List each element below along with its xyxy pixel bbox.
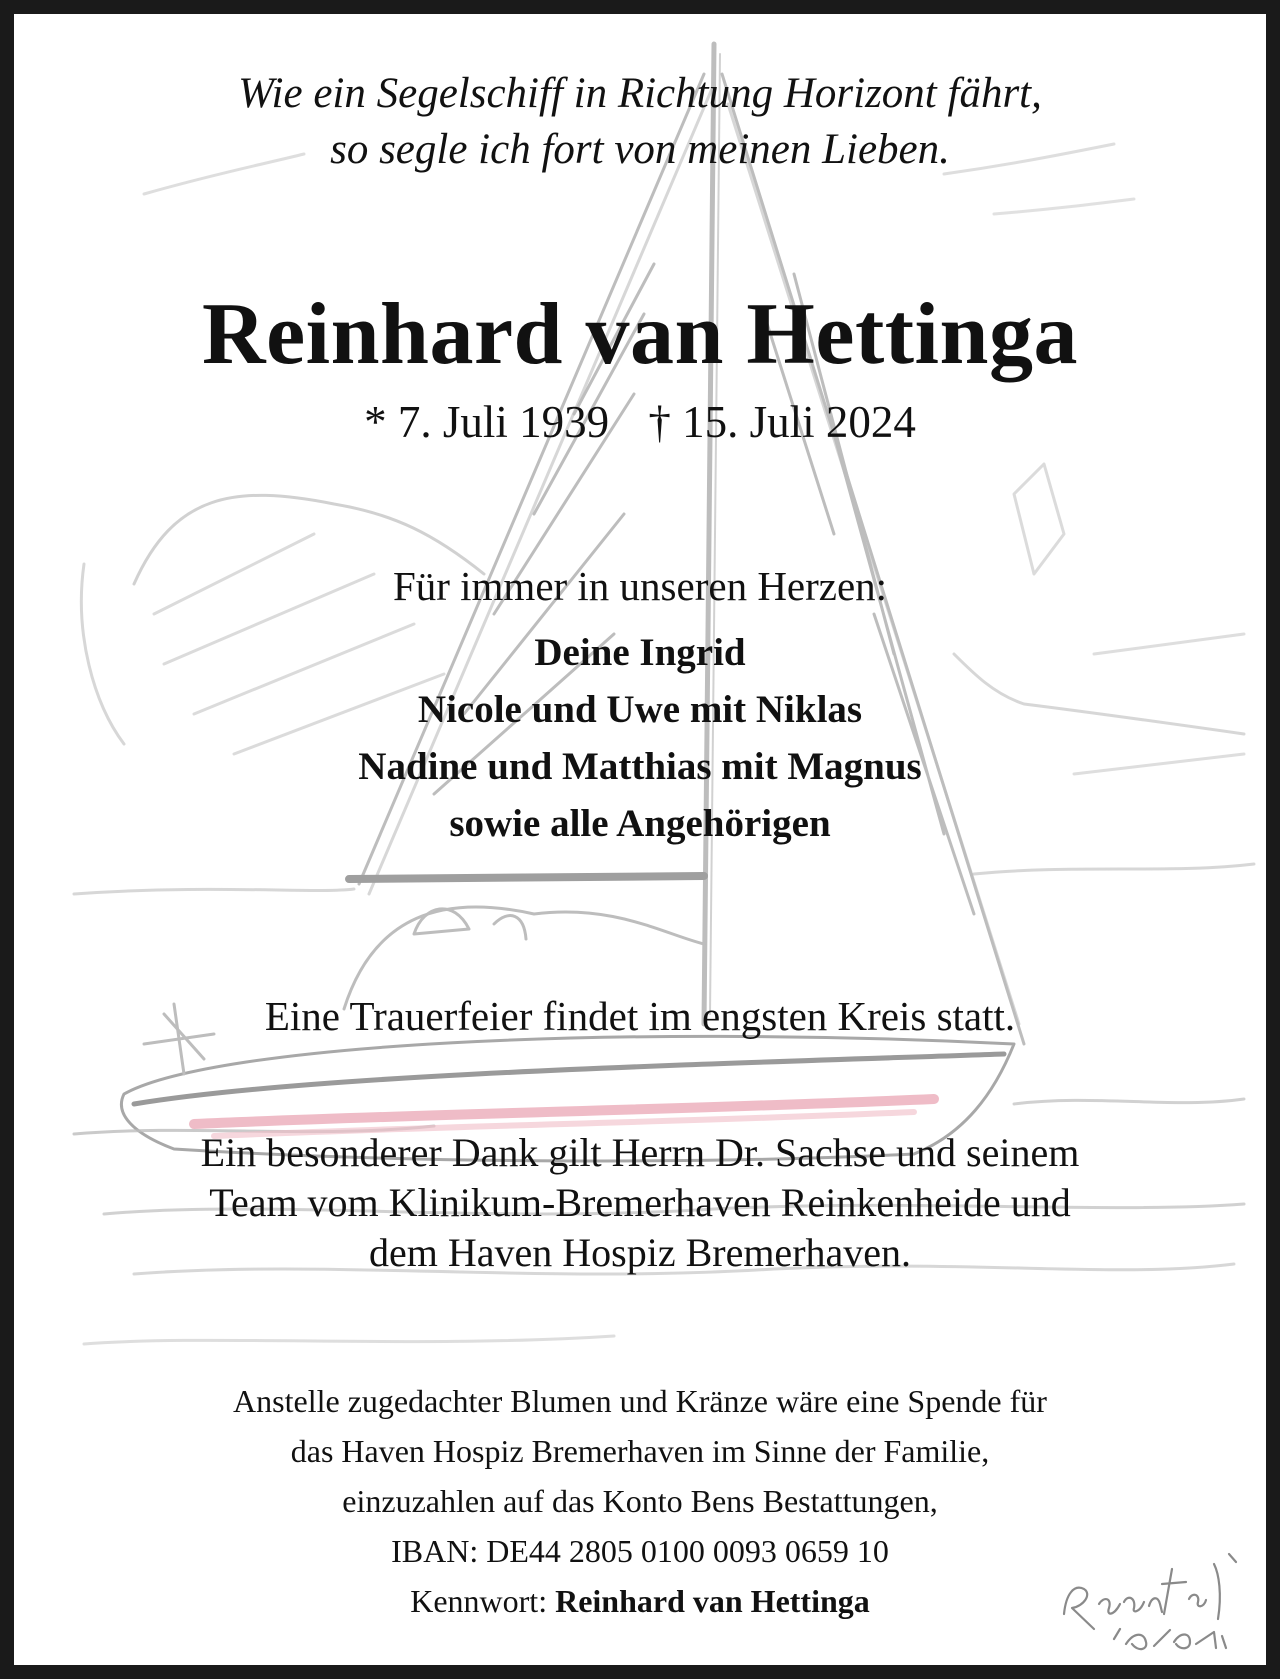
life-dates [14,396,1266,448]
thanks-line-1: Ein besonderer Dank gilt Herrn Dr. Sachse und seinem [200,1130,1080,1175]
thanks-line-2: Team vom Klinikum-Bremerhaven Reinkenheide und [209,1180,1071,1225]
ceremony-notice: Eine Trauerfeier findet im engsten Kreis statt. [264,993,1016,1039]
death-date: † 15. Juli 2024 [648,397,916,447]
mourner-line: Nicole und Uwe mit Niklas [417,688,863,731]
artist-signature [1054,1544,1254,1659]
mourners-intro: Für immer in unseren Herzen: [392,563,888,609]
deceased-name: Reinhard van Hettinga [202,286,1078,383]
obituary-content [14,14,1266,1665]
birth-date: * 7. Juli 1939 [364,397,610,447]
keyword-value: Reinhard van Hettinga [555,1583,870,1619]
donation-iban: IBAN: DE44 2805 0100 0093 0659 10 [391,1533,889,1569]
thanks-line-3: dem Haven Hospiz Bremerhaven. [368,1230,912,1275]
thanks-notice [14,1128,1266,1278]
mourner-line: Nadine und Matthias mit Magnus [358,745,922,788]
epigraph-line-1: Wie ein Segelschiff in Richtung Horizont fährt, [238,70,1042,117]
mourner-line: Deine Ingrid [534,631,746,674]
donation-line-1: Anstelle zugedachter Blumen und Kränze wäre eine Spende für [233,1383,1047,1419]
donation-line-3: einzuzahlen auf das Konto Bens Bestattungen, [342,1483,938,1519]
keyword-label: Kennwort: [410,1583,548,1619]
epigraph [14,66,1266,178]
mourner-line: sowie alle Angehörigen [449,802,831,845]
donation-line-2: das Haven Hospiz Bremerhaven im Sinne der Familie, [290,1433,990,1469]
epigraph-line-2: so segle ich fort von meinen Lieben. [330,126,950,173]
mourners-list [14,624,1266,852]
